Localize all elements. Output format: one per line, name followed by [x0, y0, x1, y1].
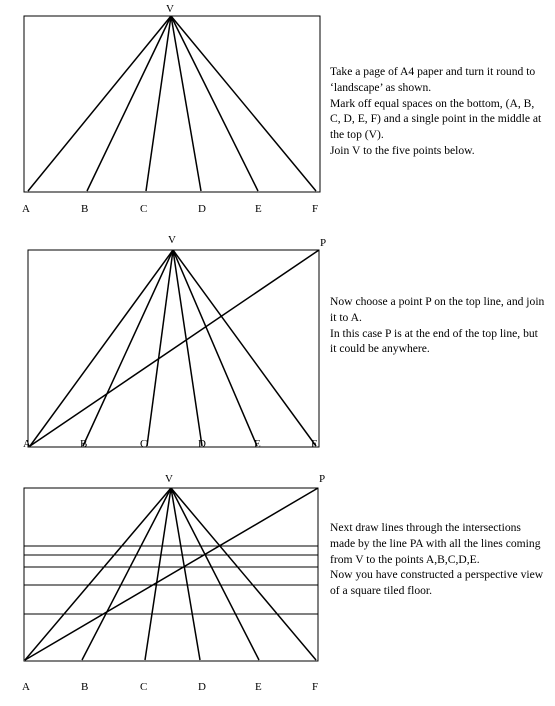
step2-caption	[330, 294, 545, 357]
label-F: F	[312, 203, 319, 215]
caption-line: Take a page of A4 paper and turn it round to ‘landscape’ as shown.	[330, 65, 536, 94]
caption-line: Now you have constructed a perspective view of a square tiled floor.	[330, 568, 544, 598]
caption-line: Next draw lines through the intersections made by the line PA with all the lines coming from V to the points A,B,C,D,E.	[330, 521, 541, 566]
line-VD	[171, 488, 200, 660]
label-A: A	[22, 681, 30, 693]
label-V: V	[165, 473, 173, 485]
label-D: D	[198, 681, 206, 693]
label-E: E	[254, 438, 261, 450]
line-VD	[171, 16, 201, 191]
label-E: E	[255, 681, 262, 693]
label-E: E	[255, 203, 262, 215]
step1-panel	[0, 0, 555, 220]
label-D: D	[198, 203, 206, 215]
label-B: B	[81, 203, 89, 215]
line-VF	[171, 488, 316, 660]
label-V: V	[168, 234, 176, 246]
label-V: V	[166, 3, 174, 15]
label-C: C	[140, 203, 148, 215]
label-B: B	[81, 681, 89, 693]
label-D: D	[198, 438, 206, 450]
caption-line: Now choose a point P on the top line, and join it to A.	[330, 295, 545, 324]
label-C: C	[140, 438, 148, 450]
paper-outline	[24, 16, 320, 192]
label-B: B	[80, 438, 88, 450]
caption-line: Mark off equal spaces on the bottom, (A, B, C, D, E, F) and a single point in the middle at the top (V).	[330, 96, 542, 142]
step2-panel	[0, 230, 555, 454]
label-P: P	[320, 237, 327, 249]
line-VD	[173, 250, 202, 446]
label-A: A	[22, 203, 30, 215]
label-A: A	[23, 438, 31, 450]
step1-caption	[330, 64, 545, 159]
label-F: F	[312, 681, 319, 693]
label-C: C	[140, 681, 148, 693]
line-PA	[30, 250, 319, 446]
line-VF	[171, 16, 316, 191]
line-VE	[171, 488, 259, 660]
caption-line: In this case P is at the end of the top line, but it could be anywhere.	[330, 326, 538, 356]
line-VE	[171, 16, 258, 191]
step3-panel	[0, 470, 555, 700]
caption-line: Join V to the five points below.	[330, 143, 475, 157]
step3-caption	[330, 520, 545, 599]
label-P: P	[319, 473, 326, 485]
line-PA	[25, 488, 318, 660]
label-F: F	[311, 438, 318, 450]
